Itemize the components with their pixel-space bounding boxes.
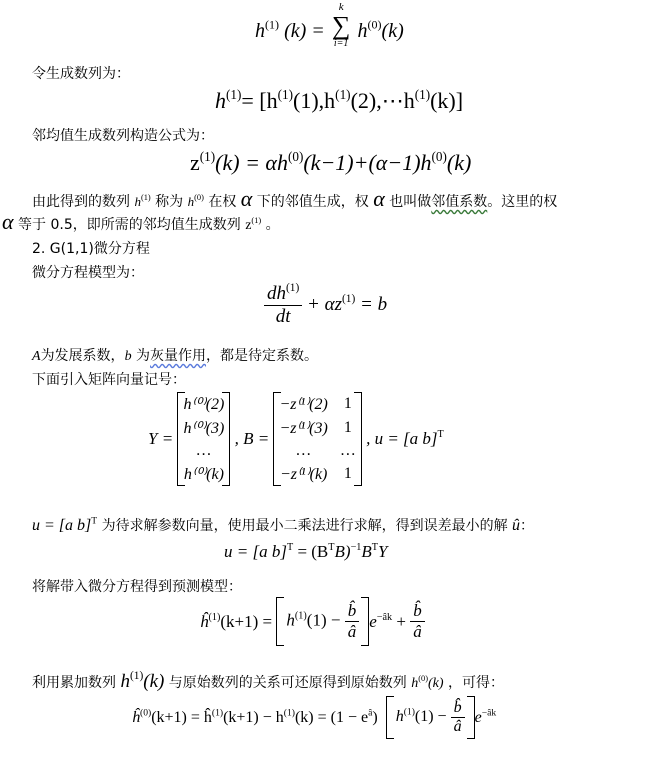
equation-least-squares: u = [a $b]^T = (B^TB)^{-1}B^TY$	[224, 541, 388, 561]
text-generate-sequence: 令生成数列为：	[32, 66, 130, 82]
text-differential-model: 微分方程模型为：	[32, 265, 144, 281]
text-neighbor-mean-formula: 邻均值生成数列构造公式为：	[32, 128, 214, 144]
equation-matrices: Y = h⁽⁰⁾(2) h⁽⁰⁾(3) … h⁽⁰⁾(k) , B = −z⁽¹⁾(2) 1 −z⁽¹⁾(3) 1 … … −z⁽¹⁾(k) 1 , u = [a b]$^T$	[148, 392, 444, 486]
equation-restore: $ĥ^{(0)}(k+1)$ = $ĥ^{(1)}(k+1) - h^{(1)}(k) = (1 - e^â)$ $h^{(1)}(1)$ − $\frac{b̂}{â}$ $e^{-âk}$	[132, 696, 496, 756]
section-heading-g11: 2. G(1,1)微分方程	[32, 241, 150, 257]
paragraph-neighbor-generation-line2: α 等于 0.5，即所需的邻均值生成数列 $z^{(1)}$ 。	[2, 209, 280, 234]
equation-differential: $\frac{dh^{(1)}}{dt}$ + $\alpha z^{(1)} = b$	[264, 283, 387, 328]
text-matrix-notation: 下面引入矩阵向量记号：	[32, 372, 186, 388]
neighbor-coefficient-term: 邻值系数	[431, 194, 488, 210]
matrix-B: −z⁽¹⁾(2) 1 −z⁽¹⁾(3) 1 … … −z⁽¹⁾(k) 1	[273, 392, 361, 486]
equation-prediction: $ĥ^{(1)}(k+1)$ = $h^{(1)}(1)$ − $\frac{b̂}{â}$ $e^{-âk}$ + $\frac{b̂}{â}$	[200, 597, 425, 665]
equation-h1-sequence: $h^{(1)}=$ $[h^{(1)}(1),h^{(1)}(2),\cdots h^{(1)}(k)]$	[215, 86, 464, 113]
grey-action-term: 灰量作用	[150, 348, 207, 364]
equation-sum: $h^{(1)}$ (k) = k ∑ i=1 $h^{(0)}(k)$	[255, 1, 404, 49]
paragraph-restore-sequence: 利用累加数列 $h^{(1)}(k)$ 与原始数列的关系可还原得到原始数列 $h^{(0)}(k)$ ，可得：	[32, 670, 505, 692]
equation-z1: $z^{(1)}(k) = \alpha h^{(0)}(k-1)+(\alpha-1)h^{(0)}(k)$	[190, 148, 472, 175]
paragraph-least-squares: u = [a b]$^T$ 为待求解参数向量，使用最小二乘法进行求解，得到误差最小的解 û：	[32, 515, 535, 534]
paragraph-coefficients: A为发展系数，b 为灰量作用，都是待定系数。	[32, 348, 319, 364]
paragraph-neighbor-generation: 由此得到的数列 $h^{(1)}$ 称为 $h^{(0)}$ 在权 α 下的邻值生成，权 α 也叫做邻值系数。这里的权	[32, 186, 558, 211]
text-prediction-model: 将解带入微分方程得到预测模型：	[32, 579, 242, 595]
matrix-Y: h⁽⁰⁾(2) h⁽⁰⁾(3) … h⁽⁰⁾(k)	[177, 392, 230, 486]
